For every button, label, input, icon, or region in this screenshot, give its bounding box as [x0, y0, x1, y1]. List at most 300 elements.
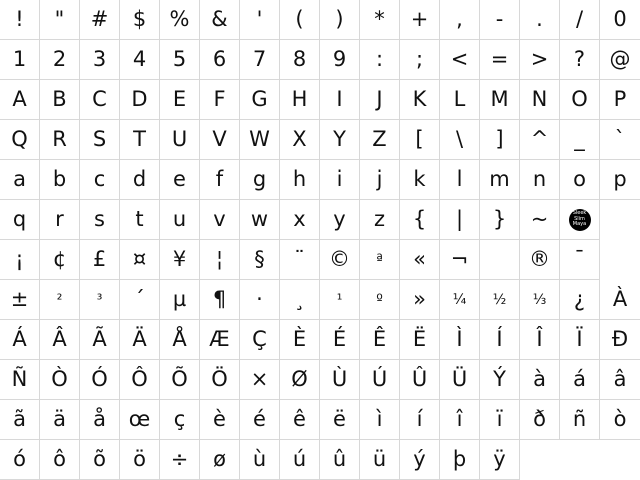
glyph-section[interactable]: [240, 240, 280, 280]
glyph-equal-char: =: [490, 47, 509, 71]
glyph-ugrave-char: ù: [252, 447, 267, 471]
glyph-X[interactable]: [280, 120, 320, 160]
glyph-l[interactable]: [440, 160, 480, 200]
glyph-ampersand[interactable]: [200, 0, 240, 40]
glyph-Oacute-char: Ó: [91, 367, 108, 391]
glyph-W[interactable]: [240, 120, 280, 160]
glyph-Uacute[interactable]: [360, 360, 400, 400]
glyph-ecircumflex[interactable]: [280, 400, 320, 440]
glyph-parenright-char: ): [335, 7, 344, 31]
glyph-Ocircumflex[interactable]: [120, 360, 160, 400]
glyph-Oslash[interactable]: [280, 360, 320, 400]
glyph-w[interactable]: [240, 200, 280, 240]
glyph-empty: [520, 440, 560, 480]
glyph-oslash-char: ø: [213, 447, 226, 471]
glyph-at-char: @: [609, 47, 631, 71]
glyph-n-char: n: [532, 167, 547, 191]
glyph-T-char: T: [133, 127, 146, 151]
glyph-x[interactable]: [280, 200, 320, 240]
glyph-u[interactable]: [160, 200, 200, 240]
glyph-r-char: r: [55, 207, 64, 231]
glyph-grave[interactable]: [600, 120, 640, 160]
glyph-L[interactable]: [440, 80, 480, 120]
glyph-i[interactable]: [320, 160, 360, 200]
glyph-Ocircumflex-char: Ô: [131, 367, 148, 391]
glyph-six[interactable]: [200, 40, 240, 80]
glyph-U-char: U: [171, 127, 188, 151]
glyph-at[interactable]: [600, 40, 640, 80]
glyph-Udieresis[interactable]: [440, 360, 480, 400]
glyph-z-char: z: [373, 207, 386, 231]
glyph-logicalnot[interactable]: [440, 240, 480, 280]
glyph-registered[interactable]: [520, 240, 560, 280]
glyph-onesuperior[interactable]: [320, 280, 360, 320]
glyph-G-char: G: [251, 87, 268, 111]
glyph-questiondown[interactable]: [560, 280, 600, 320]
glyph-m[interactable]: [480, 160, 520, 200]
glyph-B[interactable]: [40, 80, 80, 120]
glyph-g[interactable]: [240, 160, 280, 200]
glyph-ntilde[interactable]: [560, 400, 600, 440]
glyph-agrave-char: à: [533, 367, 546, 391]
glyph-Atilde[interactable]: [80, 320, 120, 360]
glyph-ydieresis[interactable]: [480, 440, 520, 480]
glyph-periodcentered[interactable]: [240, 280, 280, 320]
glyph-J[interactable]: [360, 80, 400, 120]
glyph-three-char: 3: [92, 47, 107, 71]
glyph-brokenbar[interactable]: [200, 240, 240, 280]
glyph-onequarter-char: ¼: [452, 291, 467, 308]
glyph-mu-char: µ: [172, 287, 187, 311]
glyph-Acircumflex[interactable]: [40, 320, 80, 360]
glyph-V[interactable]: [200, 120, 240, 160]
glyph-divide-char: ÷: [170, 447, 189, 471]
glyph-w-char: w: [250, 207, 269, 231]
glyph-yacute[interactable]: [400, 440, 440, 480]
glyph-guillemotright[interactable]: [400, 280, 440, 320]
glyph-R[interactable]: [40, 120, 80, 160]
glyph-braceright-char: }: [492, 207, 507, 231]
glyph-ntilde-char: ñ: [572, 407, 587, 431]
glyph-z[interactable]: [360, 200, 400, 240]
glyph-AE[interactable]: [200, 320, 240, 360]
glyph-oe[interactable]: [120, 400, 160, 440]
glyph-Ucircumflex[interactable]: [400, 360, 440, 400]
glyph-twosuperior-char: ²: [56, 291, 63, 308]
glyph-cedilla[interactable]: [280, 280, 320, 320]
glyph-ordmasculine-char: º: [376, 291, 383, 308]
glyph-p[interactable]: [600, 160, 640, 200]
glyph-Q-char: Q: [11, 127, 28, 151]
glyph-H[interactable]: [280, 80, 320, 120]
glyph-Ograve[interactable]: [40, 360, 80, 400]
glyph-asterisk-char: *: [374, 7, 385, 31]
glyph-multiply[interactable]: [240, 360, 280, 400]
glyph-agrave[interactable]: [520, 360, 560, 400]
glyph-egrave[interactable]: [200, 400, 240, 440]
glyph-acircumflex[interactable]: [600, 360, 640, 400]
glyph-less[interactable]: [440, 40, 480, 80]
glyph-o[interactable]: [560, 160, 600, 200]
glyph-i-char: i: [336, 167, 343, 191]
glyph-yen[interactable]: [160, 240, 200, 280]
glyph-Yacute[interactable]: [480, 360, 520, 400]
glyph-guillemotleft[interactable]: [400, 240, 440, 280]
glyph-bar[interactable]: [440, 200, 480, 240]
glyph-Ntilde-char: Ñ: [11, 367, 28, 391]
glyph-Egrave[interactable]: [280, 320, 320, 360]
glyph-colon[interactable]: [360, 40, 400, 80]
glyph-Oslash-char: Ø: [291, 367, 308, 391]
glyph-numbersign[interactable]: [80, 0, 120, 40]
glyph-asterisk[interactable]: [360, 0, 400, 40]
glyph-Igrave[interactable]: [440, 320, 480, 360]
glyph-Agrave[interactable]: [600, 280, 640, 320]
glyph-divide[interactable]: [160, 440, 200, 480]
glyph-paragraph[interactable]: [200, 280, 240, 320]
glyph-cent[interactable]: [40, 240, 80, 280]
glyph-comma[interactable]: [440, 0, 480, 40]
glyph-t-char: t: [135, 207, 144, 231]
glyph-Aring[interactable]: [160, 320, 200, 360]
glyph-font-logo[interactable]: [560, 200, 600, 240]
glyph-atilde[interactable]: [0, 400, 40, 440]
glyph-y[interactable]: [320, 200, 360, 240]
glyph-v[interactable]: [200, 200, 240, 240]
glyph-bracketleft[interactable]: [400, 120, 440, 160]
glyph-underscore[interactable]: [560, 120, 600, 160]
glyph-sterling[interactable]: [80, 240, 120, 280]
glyph-J-char: J: [376, 87, 383, 111]
glyph-oslash[interactable]: [200, 440, 240, 480]
glyph-Iacute[interactable]: [480, 320, 520, 360]
glyph-Y[interactable]: [320, 120, 360, 160]
glyph-quotesingle[interactable]: [240, 0, 280, 40]
glyph-braceleft[interactable]: [400, 200, 440, 240]
glyph-asciicircum-char: ^: [530, 127, 549, 151]
glyph-egrave-char: è: [213, 407, 226, 431]
glyph-plus-char: +: [410, 7, 429, 31]
glyph-dollar-char: $: [132, 7, 147, 31]
glyph-Ccedilla[interactable]: [240, 320, 280, 360]
glyph-oacute[interactable]: [0, 440, 40, 480]
glyph-nine[interactable]: [320, 40, 360, 80]
glyph-eight-char: 8: [292, 47, 307, 71]
glyph-k[interactable]: [400, 160, 440, 200]
glyph-Ecircumflex[interactable]: [360, 320, 400, 360]
glyph-percent[interactable]: [160, 0, 200, 40]
glyph-equal[interactable]: [480, 40, 520, 80]
glyph-C[interactable]: [80, 80, 120, 120]
glyph-iacute[interactable]: [400, 400, 440, 440]
glyph-Aacute[interactable]: [0, 320, 40, 360]
glyph-x-char: x: [293, 207, 306, 231]
glyph-K-char: K: [412, 87, 427, 111]
glyph-bracketright[interactable]: [480, 120, 520, 160]
glyph-slash[interactable]: [560, 0, 600, 40]
glyph-uacute-char: ú: [292, 447, 307, 471]
glyph-Igrave-char: Ì: [456, 327, 463, 351]
glyph-idieresis[interactable]: [480, 400, 520, 440]
glyph-dollar[interactable]: [120, 0, 160, 40]
glyph-braceright[interactable]: [480, 200, 520, 240]
glyph-numbersign-char: #: [90, 7, 109, 31]
glyph-Ecircumflex-char: Ê: [372, 327, 387, 351]
glyph-zero[interactable]: [600, 0, 640, 40]
glyph-S[interactable]: [80, 120, 120, 160]
glyph-Atilde-char: Ã: [92, 327, 107, 351]
glyph-K[interactable]: [400, 80, 440, 120]
glyph-underscore-char: _: [574, 127, 585, 151]
glyph-period[interactable]: [520, 0, 560, 40]
glyph-two-char: 2: [52, 47, 67, 71]
glyph-ccedilla[interactable]: [160, 400, 200, 440]
glyph-period-char: .: [536, 7, 543, 31]
glyph-backslash[interactable]: [440, 120, 480, 160]
glyph-copyright[interactable]: [320, 240, 360, 280]
glyph-ordfeminine-char: ª: [376, 251, 383, 268]
glyph-eth[interactable]: [520, 400, 560, 440]
glyph-currency[interactable]: [120, 240, 160, 280]
glyph-onehalf[interactable]: [480, 280, 520, 320]
glyph-macron[interactable]: [560, 240, 600, 280]
glyph-A-char: A: [12, 87, 27, 111]
glyph-O[interactable]: [560, 80, 600, 120]
glyph-igrave[interactable]: [360, 400, 400, 440]
glyph-L-char: L: [453, 87, 466, 111]
glyph-empty: [560, 440, 600, 480]
glyph-ordfeminine[interactable]: [360, 240, 400, 280]
glyph-ucircumflex[interactable]: [320, 440, 360, 480]
glyph-mu[interactable]: [160, 280, 200, 320]
glyph-five[interactable]: [160, 40, 200, 80]
glyph-colon-char: :: [375, 47, 384, 71]
glyph-threesuperior[interactable]: [80, 280, 120, 320]
glyph-Icircumflex[interactable]: [520, 320, 560, 360]
glyph-Adieresis-char: Ä: [132, 327, 147, 351]
glyph-asciitilde-char: ~: [530, 207, 549, 231]
glyph-Idieresis[interactable]: [560, 320, 600, 360]
glyph-edieresis[interactable]: [320, 400, 360, 440]
glyph-ccedilla-char: ç: [173, 407, 186, 431]
glyph-asciicircum[interactable]: [520, 120, 560, 160]
glyph-periodcentered-char: ·: [256, 287, 263, 311]
glyph-E[interactable]: [160, 80, 200, 120]
glyph-adieresis[interactable]: [40, 400, 80, 440]
glyph-copyright-char: ©: [329, 247, 350, 271]
glyph-plusminus[interactable]: [0, 280, 40, 320]
glyph-question[interactable]: [560, 40, 600, 80]
glyph-thorn-char: þ: [452, 447, 467, 471]
font-logo-badge: [569, 209, 591, 231]
glyph-otilde-char: õ: [93, 447, 106, 471]
glyph-j[interactable]: [360, 160, 400, 200]
glyph-hyphen[interactable]: [480, 0, 520, 40]
glyph-uacute[interactable]: [280, 440, 320, 480]
glyph-a[interactable]: [0, 160, 40, 200]
glyph-D[interactable]: [120, 80, 160, 120]
glyph-M[interactable]: [480, 80, 520, 120]
glyph-Y-char: Y: [333, 127, 346, 151]
glyph-iacute-char: í: [416, 407, 423, 431]
glyph-d[interactable]: [120, 160, 160, 200]
glyph-Aring-char: Å: [172, 327, 187, 351]
glyph-twosuperior[interactable]: [40, 280, 80, 320]
glyph-plus[interactable]: [400, 0, 440, 40]
glyph-Oacute[interactable]: [80, 360, 120, 400]
glyph-Ugrave-char: Ù: [331, 367, 348, 391]
glyph-softhyphen[interactable]: [480, 240, 520, 280]
glyph-seven-char: 7: [252, 47, 267, 71]
glyph-registered-char: ®: [529, 247, 550, 271]
glyph-T[interactable]: [120, 120, 160, 160]
glyph-E-char: E: [172, 87, 187, 111]
glyph-onethird[interactable]: [520, 280, 560, 320]
glyph-parenright[interactable]: [320, 0, 360, 40]
glyph-f[interactable]: [200, 160, 240, 200]
glyph-X-char: X: [292, 127, 307, 151]
glyph-acute[interactable]: [120, 280, 160, 320]
glyph-one[interactable]: [0, 40, 40, 80]
glyph-semicolon[interactable]: [400, 40, 440, 80]
glyph-v-char: v: [213, 207, 226, 231]
glyph-empty: [600, 200, 640, 240]
glyph-eacute[interactable]: [240, 400, 280, 440]
glyph-atilde-char: ã: [13, 407, 26, 431]
glyph-odieresis[interactable]: [120, 440, 160, 480]
glyph-exclamdown-char: ¡: [15, 247, 24, 271]
glyph-ograve-char: ò: [613, 407, 627, 431]
glyph-q[interactable]: [0, 200, 40, 240]
glyph-y-char: y: [333, 207, 346, 231]
glyph-u-char: u: [172, 207, 187, 231]
glyph-N[interactable]: [520, 80, 560, 120]
glyph-ordmasculine[interactable]: [360, 280, 400, 320]
glyph-S-char: S: [92, 127, 107, 151]
glyph-eth-char: ð: [533, 407, 546, 431]
glyph-j-char: j: [376, 167, 383, 191]
glyph-nine-char: 9: [332, 47, 347, 71]
glyph-B-char: B: [52, 87, 67, 111]
glyph-seven[interactable]: [240, 40, 280, 80]
glyph-Otilde[interactable]: [160, 360, 200, 400]
glyph-m-char: m: [489, 167, 510, 191]
glyph-hyphen-char: -: [495, 7, 504, 31]
glyph-t[interactable]: [120, 200, 160, 240]
glyph-onequarter[interactable]: [440, 280, 480, 320]
glyph-greater[interactable]: [520, 40, 560, 80]
glyph-five-char: 5: [172, 47, 187, 71]
glyph-F[interactable]: [200, 80, 240, 120]
glyph-aacute[interactable]: [560, 360, 600, 400]
glyph-odieresis-char: ö: [133, 447, 146, 471]
glyph-two[interactable]: [40, 40, 80, 80]
glyph-b[interactable]: [40, 160, 80, 200]
glyph-Eth[interactable]: [600, 320, 640, 360]
glyph-P[interactable]: [600, 80, 640, 120]
glyph-three[interactable]: [80, 40, 120, 80]
glyph-c[interactable]: [80, 160, 120, 200]
glyph-aacute-char: á: [573, 367, 586, 391]
glyph-e[interactable]: [160, 160, 200, 200]
glyph-A[interactable]: [0, 80, 40, 120]
glyph-R-char: R: [52, 127, 67, 151]
glyph-cedilla-char: ¸: [294, 287, 305, 311]
glyph-Z[interactable]: [360, 120, 400, 160]
glyph-ograve[interactable]: [600, 400, 640, 440]
glyph-exclam[interactable]: [0, 0, 40, 40]
glyph-aring[interactable]: [80, 400, 120, 440]
glyph-M-char: M: [490, 87, 509, 111]
glyph-quotesingle-char: ': [256, 7, 263, 31]
logo-line3: Maya: [572, 221, 587, 228]
glyph-exclamdown[interactable]: [0, 240, 40, 280]
glyph-empty: [600, 240, 640, 280]
glyph-U[interactable]: [160, 120, 200, 160]
glyph-onehalf-char: ½: [492, 291, 507, 308]
glyph-Udieresis-char: Ü: [451, 367, 468, 391]
glyph-Adieresis[interactable]: [120, 320, 160, 360]
glyph-ydieresis-char: ÿ: [493, 447, 506, 471]
glyph-ocircumflex[interactable]: [40, 440, 80, 480]
glyph-icircumflex[interactable]: [440, 400, 480, 440]
glyph-eight[interactable]: [280, 40, 320, 80]
glyph-parenleft-char: (: [295, 7, 304, 31]
glyph-I-char: I: [336, 87, 343, 111]
glyph-ocircumflex-char: ô: [53, 447, 66, 471]
glyph-q-char: q: [12, 207, 27, 231]
glyph-n[interactable]: [520, 160, 560, 200]
glyph-Odieresis[interactable]: [200, 360, 240, 400]
glyph-parenleft[interactable]: [280, 0, 320, 40]
glyph-otilde[interactable]: [80, 440, 120, 480]
glyph-one-char: 1: [12, 47, 27, 71]
glyph-quotedbl[interactable]: [40, 0, 80, 40]
glyph-Edieresis[interactable]: [400, 320, 440, 360]
glyph-softhyphen-char: [496, 249, 504, 270]
glyph-I[interactable]: [320, 80, 360, 120]
glyph-r[interactable]: [40, 200, 80, 240]
glyph-asciitilde[interactable]: [520, 200, 560, 240]
glyph-Eacute[interactable]: [320, 320, 360, 360]
glyph-oacute-char: ó: [13, 447, 26, 471]
glyph-section-char: §: [254, 247, 265, 271]
glyph-thorn[interactable]: [440, 440, 480, 480]
glyph-D-char: D: [131, 87, 148, 111]
glyph-G[interactable]: [240, 80, 280, 120]
glyph-grave-char: `: [614, 127, 626, 151]
glyph-four-char: 4: [132, 47, 147, 71]
glyph-greater-char: >: [530, 47, 549, 71]
glyph-four[interactable]: [120, 40, 160, 80]
glyph-Q[interactable]: [0, 120, 40, 160]
glyph-Ntilde[interactable]: [0, 360, 40, 400]
glyph-ugrave[interactable]: [240, 440, 280, 480]
glyph-quotedbl-char: ": [54, 7, 65, 31]
glyph-Odieresis-char: Ö: [211, 367, 228, 391]
glyph-acircumflex-char: â: [613, 367, 627, 391]
glyph-g-char: g: [252, 167, 267, 191]
glyph-udieresis[interactable]: [360, 440, 400, 480]
glyph-Ugrave[interactable]: [320, 360, 360, 400]
glyph-s[interactable]: [80, 200, 120, 240]
glyph-k-char: k: [413, 167, 426, 191]
glyph-Idieresis-char: Ï: [576, 327, 583, 351]
logo-line2: Slim: [574, 215, 585, 222]
glyph-dieresis[interactable]: [280, 240, 320, 280]
glyph-h[interactable]: [280, 160, 320, 200]
glyph-threesuperior-char: ³: [96, 291, 103, 308]
